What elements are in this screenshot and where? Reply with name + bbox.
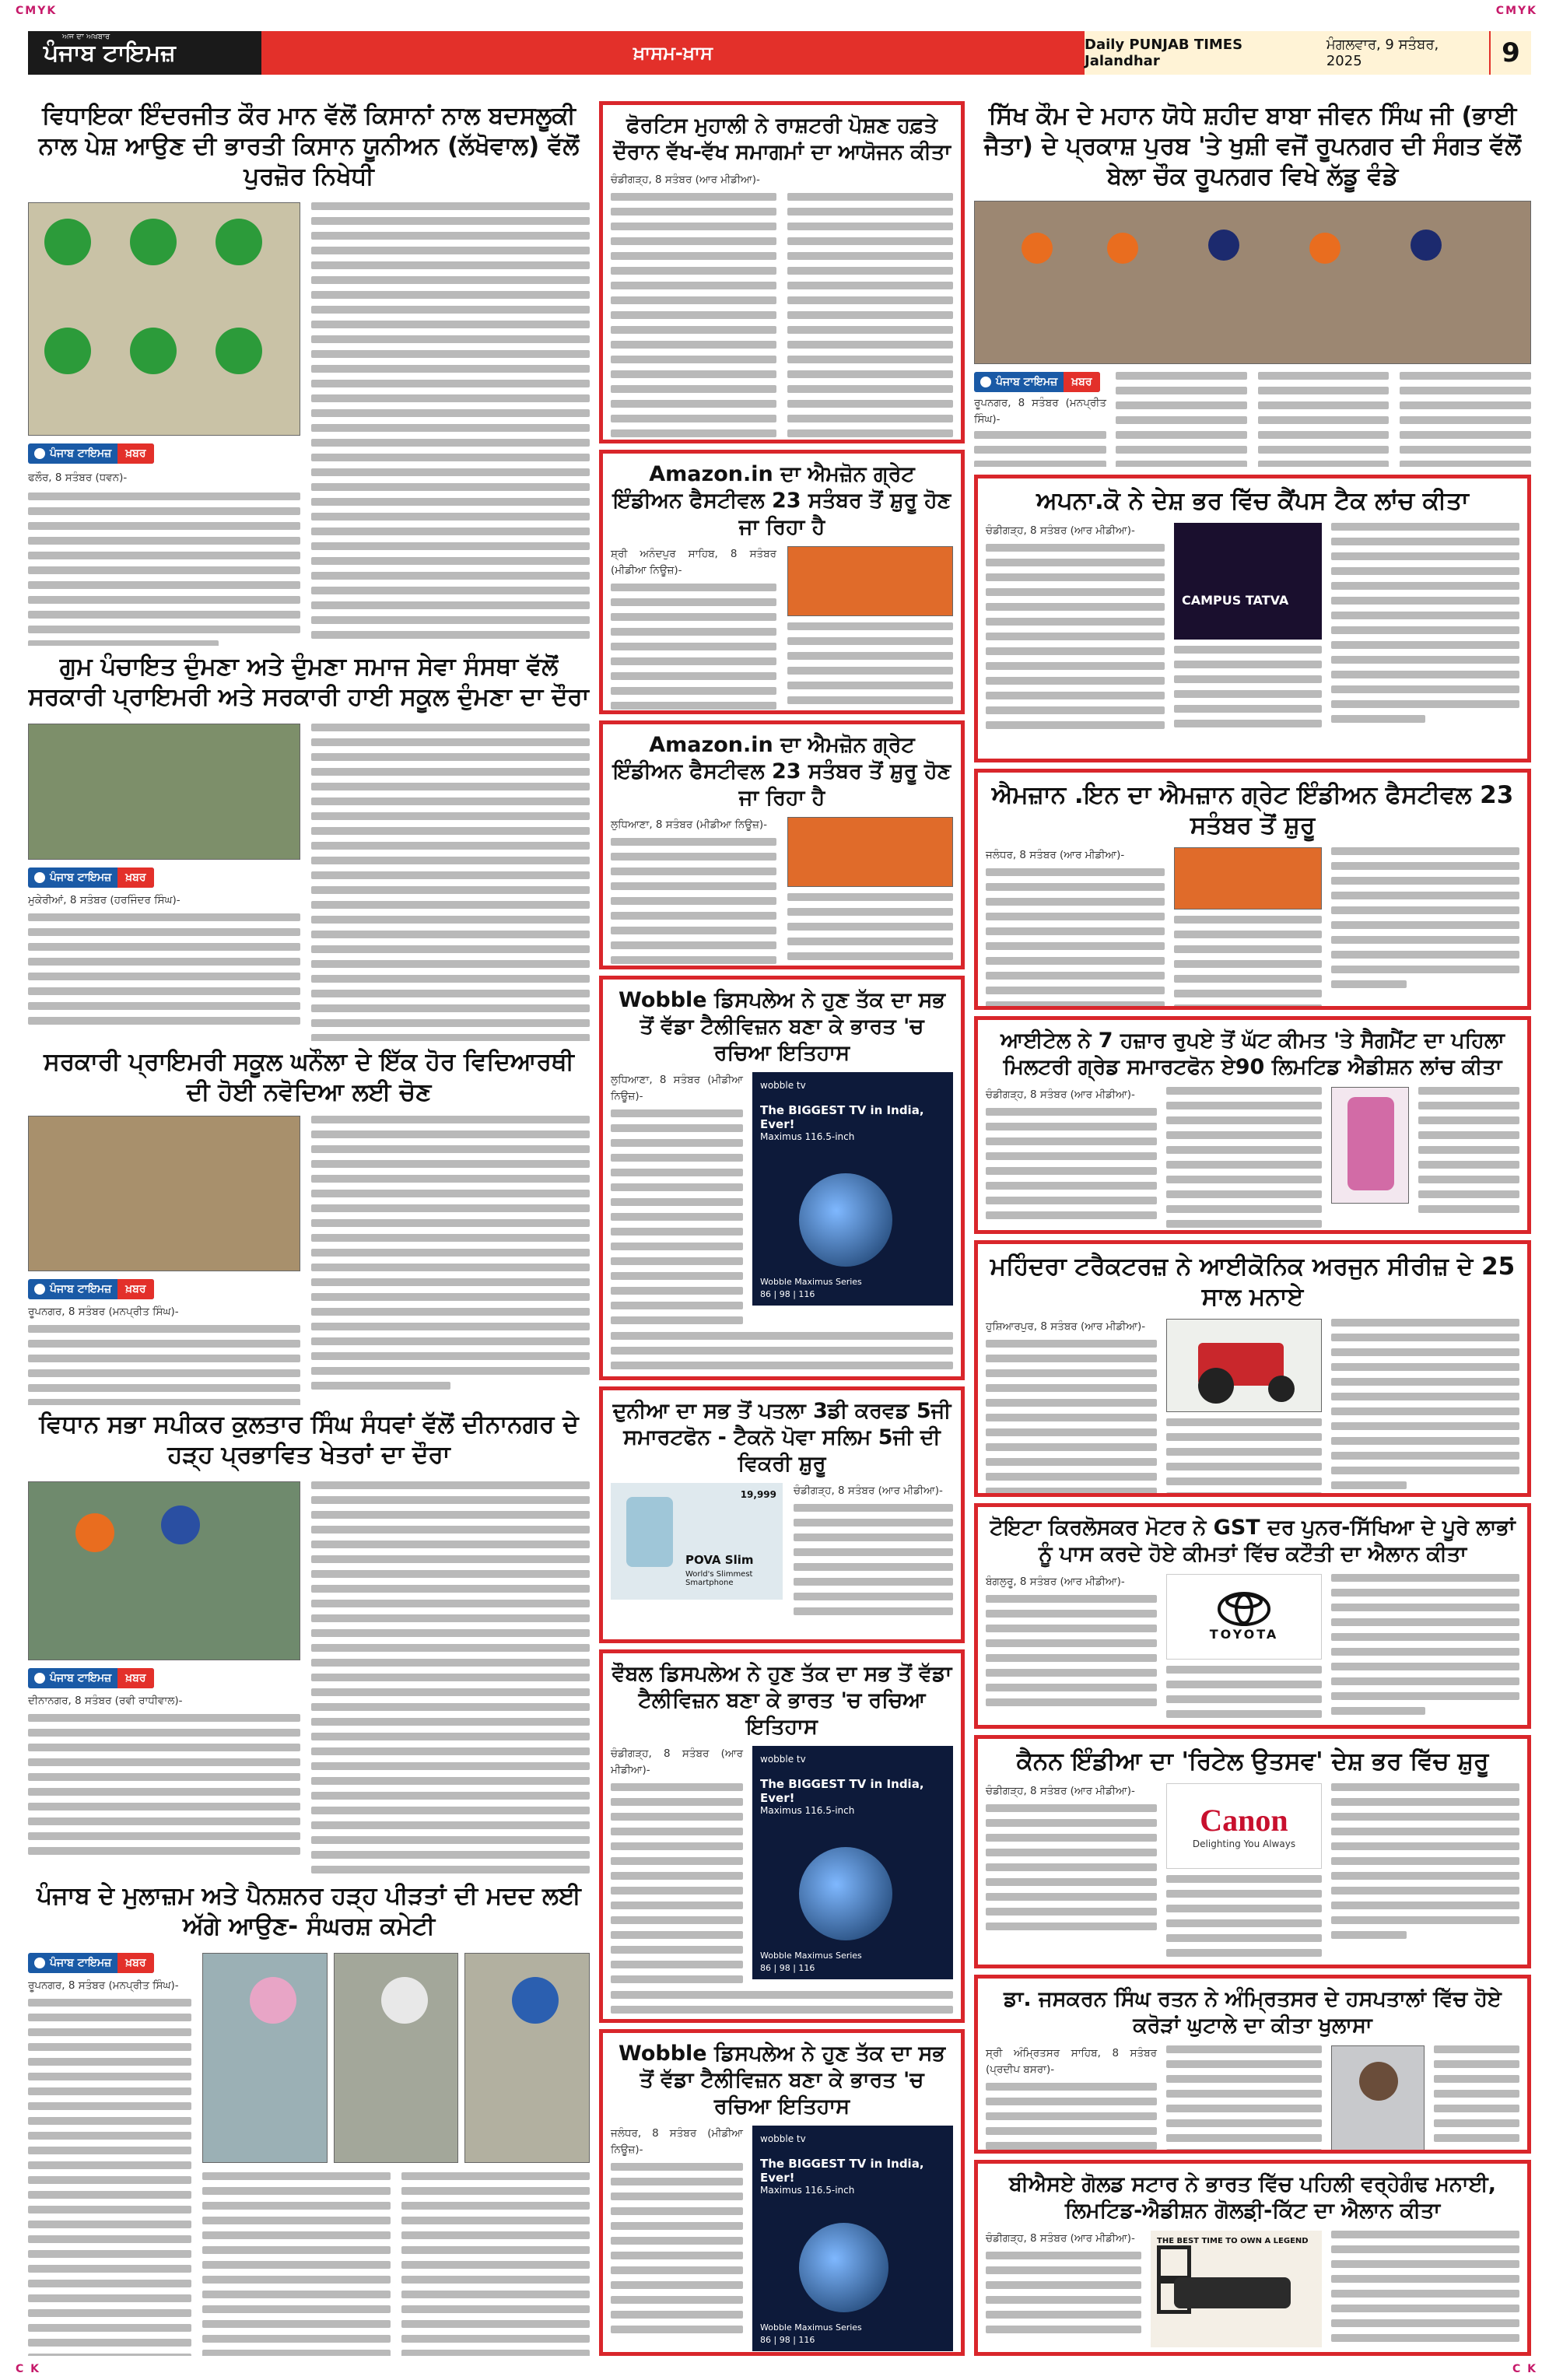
wobble-ad-footer: Wobble Maximus Series bbox=[760, 1951, 862, 1961]
wobble-ad-footer: Wobble Maximus Series bbox=[760, 1277, 862, 1288]
wobble-ad-subtitle: Maximus 116.5-inch bbox=[760, 1131, 855, 1143]
story-headline: ਦੁਨੀਆ ਦਾ ਸਭ ਤੋਂ ਪਤਲਾ 3ਡੀ ਕਰਵਡ 5ਜੀ ਸਮਾਰਟਫੋਨ - ਟੈਕਨੋ ਪੋਵਾ ਸਲਿਮ 5ਜੀ ਦੀ ਵਿਕਰੀ ਸ਼ੁਰੂ bbox=[612, 1399, 951, 1476]
story-headline: ਫੋਰਟਿਸ ਮੁਹਾਲੀ ਨੇ ਰਾਸ਼ਟਰੀ ਪੋਸ਼ਣ ਹਫ਼ਤੇ ਦੌਰਾਨ ਵੱਖ-ਵੱਖ ਸਮਾਗਮਾਂ ਦਾ ਆਯੋਜਨ ਕੀਤਾ bbox=[613, 114, 951, 164]
story-body-text bbox=[202, 2172, 391, 2357]
pova-brand: POVA Slim bbox=[685, 1553, 754, 1568]
story-body-text bbox=[1418, 1087, 1519, 1228]
story-body-text bbox=[611, 1783, 743, 1983]
campus-tatva-title: CAMPUS TATVA bbox=[1182, 592, 1289, 608]
story-dateline: ਲੁਧਿਆਣਾ, 8 ਸਤੰਬਰ (ਮੀਡੀਆ ਨਿਊਜ਼)- bbox=[611, 818, 768, 832]
story-headline: Amazon.in ਦਾ ਐਮਜ਼ੋਨ ਗ੍ਰੇਟ ਇੰਡੀਅਨ ਫੈਸਟੀਵਲ 23 ਸਤੰਬਰ ਤੋਂ ਸ਼ੁਰੂ ਹੋਣ ਜਾ ਰਿਹਾ ਹੈ bbox=[612, 733, 951, 810]
story-headline: ਐਮਜ਼ਾਨ .ਇਨ ਦਾ ਐਮਜ਼ਾਨ ਗ੍ਰੇਟ ਇੰਡੀਅਨ ਫੈਸਟੀਵਲ 23 ਸਤੰਬਰ ਤੋਂ ਸ਼ੁਰੂ bbox=[991, 781, 1514, 839]
byline-badge: ਪੰਜਾਬ ਟਾਇਮਜ਼ ਖ਼ਬਰ bbox=[28, 868, 154, 888]
story-body-text bbox=[611, 1109, 743, 1324]
story-hospital-scam bbox=[974, 1975, 1531, 2154]
canon-tagline: Delighting You Always bbox=[1192, 1838, 1296, 1850]
section-title: ਖ਼ਾਸਮ-ਖ਼ਾਸ bbox=[633, 42, 713, 64]
story-dateline: ਜਲੰਧਰ, 8 ਸਤੰਬਰ (ਆਰ ਮੀਡੀਆ)- bbox=[986, 848, 1125, 861]
story-dateline: ਚੰਡੀਗੜ੍ਹ, 8 ਸਤੰਬਰ (ਆਰ ਮੀਡੀਆ)- bbox=[794, 1484, 943, 1498]
wobble-brand: wobble tv bbox=[760, 2133, 806, 2145]
earth-graphic bbox=[799, 1847, 892, 1940]
edition-date: ਮੰਗਲਵਾਰ, 9 ਸਤੰਬਰ, 2025 bbox=[1326, 37, 1439, 69]
registration-mark-bottom-right: C K bbox=[1512, 2363, 1537, 2375]
pova-slim-ad bbox=[611, 1483, 783, 1600]
story-school-visit bbox=[28, 652, 590, 1041]
story-itel-a90 bbox=[974, 1016, 1531, 1234]
story-dateline: ਦੀਨਾਨਗਰ, 8 ਸਤੰਬਰ (ਰਵੀ ਰਾਧੀਵਾਲ)- bbox=[28, 1694, 183, 1707]
story-headline: ਸਿੱਖ ਕੌਮ ਦੇ ਮਹਾਨ ਯੋਧੇ ਸ਼ਹੀਦ ਬਾਬਾ ਜੀਵਨ ਸਿੰਘ ਜੀ (ਭਾਈ ਜੈਤਾ) ਦੇ ਪ੍ਰਕਾਸ਼ ਪੁਰਬ 'ਤੇ ਖੁਸ਼ੀ ਵਜੋਂ ਰੂਪਨਗਰ ਦੀ ਸੰਗਤ ਵੱਲੋਂ ਬੇਲਾ ਚੌਕ ਰੂਪਨਗਰ ਵਿਖੇ ਲੱਡੂ ਵੰਡੇ bbox=[983, 102, 1522, 191]
paper-emblem-icon bbox=[34, 1673, 45, 1684]
story-apna-campus-tech bbox=[974, 475, 1531, 762]
story-body-text bbox=[1331, 1574, 1519, 1730]
story-headline: ਬੀਐਸਏ ਗੋਲਡ ਸਟਾਰ ਨੇ ਭਾਰਤ ਵਿੱਚ ਪਹਿਲੀ ਵਰ੍ਹੇਗੰਢ ਮਨਾਈ, ਲਿਮਟਿਡ-ਐਡੀਸ਼ਨ ਗੋਲਡ਼ੀ-ਕਿੱਟ ਦਾ ਐਲਾਨ ਕੀਤਾ bbox=[1009, 2172, 1496, 2223]
story-body-text bbox=[1331, 1319, 1519, 1498]
story-navodaya-selection bbox=[28, 1047, 590, 1405]
story-dateline: ਚੰਡੀਗੜ੍ਹ, 8 ਸਤੰਬਰ (ਆਰ ਮੀਡੀਆ)- bbox=[986, 1088, 1135, 1101]
story-headline: ਪੰਜਾਬ ਦੇ ਮੁਲਾਜ਼ਮ ਅਤੇ ਪੈਨਸ਼ਨਰ ਹੜ੍ਹ ਪੀੜਤਾਂ ਦੀ ਮਦਦ ਲਈ ਅੱਗੇ ਆਉਣ- ਸੰਘਰਸ਼ ਕਮੇਟੀ bbox=[37, 1882, 581, 1940]
story-mahindra-arjun bbox=[974, 1240, 1531, 1497]
page-number: 9 bbox=[1489, 31, 1531, 75]
story-headline: Wobble ਡਿਸਪਲੇਅ ਨੇ ਹੁਣ ਤੱਕ ਦਾ ਸਭ ਤੋਂ ਵੱਡਾ ਟੈਲੀਵਿਜ਼ਨ ਬਣਾ ਕੇ ਭਾਰਤ 'ਚ ਰਚਿਆ ਇਤਿਹਾਸ bbox=[619, 988, 945, 1065]
amazon-festival-banner bbox=[787, 546, 953, 616]
story-dateline: ਰੂਪਨਗਰ, 8 ਸਤੰਬਰ (ਮਨਪ੍ਰੀਤ ਸਿੰਘ)- bbox=[28, 1305, 179, 1318]
wobble-ad-title: The BIGGEST TV in India, Ever! bbox=[760, 2157, 924, 2185]
paper-tagline: ਅਜ ਦਾ ਅਖਬਾਰ bbox=[62, 33, 110, 41]
story-baba-jiwan-singh bbox=[974, 101, 1531, 467]
story-body-text bbox=[1174, 646, 1322, 727]
story-body-text bbox=[611, 2163, 743, 2333]
story-dateline: ਸ਼੍ਰੀ ਅਨੰਦਪੁਰ ਸਾਹਿਬ, 8 ਸਤੰਬਰ (ਮੀਡੀਆ ਨਿਊਜ਼)- bbox=[611, 548, 776, 577]
toyota-emblem-icon bbox=[1217, 1591, 1271, 1627]
amazon-festival-banner bbox=[787, 817, 953, 887]
paper-emblem-icon bbox=[34, 872, 45, 883]
story-body-text bbox=[311, 1116, 590, 1406]
story-body-text bbox=[787, 893, 953, 969]
earth-graphic bbox=[799, 2223, 888, 2312]
story-body-text bbox=[1166, 1087, 1322, 1228]
byline-badge: ਪੰਜਾਬ ਟਾਇਮਜ਼ ਖ਼ਬਰ bbox=[28, 1668, 154, 1688]
story-headline: ਵਿਧਾਇਕਾ ਇੰਦਰਜੀਤ ਕੌਰ ਮਾਨ ਵੱਲੋਂ ਕਿਸਾਨਾਂ ਨਾਲ ਬਦਸਲੂਕੀ ਨਾਲ ਪੇਸ਼ ਆਉਣ ਦੀ ਭਾਰਤੀ ਕਿਸਾਨ ਯੂਨੀਅਨ (ਲੱਖੋਵਾਲ) ਵੱਲੋਂ ਪੁਰਜ਼ੋਰ ਨਿਖੇਧੀ bbox=[38, 102, 580, 191]
wobble-brand: wobble tv bbox=[760, 1080, 806, 1092]
story-body-text bbox=[401, 2172, 590, 2357]
story-dateline: ਚੰਡੀਗੜ੍ਹ, 8 ਸਤੰਬਰ (ਆਰ ਮੀਡੀਆ)- bbox=[611, 1747, 743, 1777]
story-body-text bbox=[28, 913, 300, 1025]
story-headline: ਟੋਇਟਾ ਕਿਰਲੋਸਕਰ ਮੋਟਰ ਨੇ GST ਦਰ ਪੁਨਰ-ਸਿੱਖਿਆ ਦੇ ਪੂਰੇ ਲਾਭਾਂ ਨੂੰ ਪਾਸ ਕਰਦੇ ਹੋਏ ਕੀਮਤਾਂ ਵਿੱਚ ਕਟੌਤੀ ਦਾ ਐਲਾਨ ਕੀਤਾ bbox=[990, 1516, 1516, 1566]
story-body-text bbox=[611, 584, 776, 714]
story-canon-retail-utsav bbox=[974, 1735, 1531, 1968]
story-body-text bbox=[611, 1332, 953, 1380]
story-wobble-tv-3 bbox=[599, 2029, 965, 2356]
story-body-text bbox=[1166, 1875, 1322, 1957]
story-body-text bbox=[1331, 2231, 1519, 2347]
story-amazon-festival-3 bbox=[974, 769, 1531, 1010]
story-body-text bbox=[28, 1999, 191, 2357]
paper-emblem-icon bbox=[980, 377, 991, 387]
canon-wordmark: Canon bbox=[1200, 1803, 1288, 1838]
registration-mark-bottom-left: C K bbox=[16, 2363, 40, 2375]
tractor-image bbox=[1166, 1319, 1322, 1412]
committee-member-photo bbox=[464, 1953, 590, 2163]
story-toyota-gst bbox=[974, 1503, 1531, 1729]
story-body-text bbox=[28, 492, 300, 646]
wobble-ad-sizes: 86 | 98 | 116 bbox=[760, 1963, 815, 1974]
wobble-ad-subtitle: Maximus 116.5-inch bbox=[760, 1805, 855, 1817]
student-felicitation-photo bbox=[28, 1116, 300, 1271]
phone-graphic bbox=[626, 1497, 673, 1567]
farmers-portrait-collage bbox=[28, 202, 300, 436]
paper-emblem-icon bbox=[34, 1284, 45, 1295]
story-body-text bbox=[1166, 1666, 1322, 1730]
doctor-portrait bbox=[1331, 2045, 1425, 2154]
story-dateline: ਰੂਪਨਗਰ, 8 ਸਤੰਬਰ (ਮਨਪ੍ਰੀਤ ਸਿੰਘ)- bbox=[974, 397, 1106, 426]
wobble-tv-ad bbox=[752, 2126, 953, 2351]
story-headline: ਮਹਿੰਦਰਾ ਟਰੈਕਟਰਜ਼ ਨੇ ਆਈਕੋਨਿਕ ਅਰਜੁਨ ਸੀਰੀਜ਼ ਦੇ 25 ਸਾਲ ਮਨਾਏ bbox=[990, 1253, 1516, 1311]
story-body-text bbox=[986, 868, 1165, 1009]
campus-tatva-ad bbox=[1174, 523, 1322, 640]
story-tecno-pova bbox=[599, 1386, 965, 1643]
wobble-tv-ad bbox=[752, 1072, 953, 1306]
toyota-wordmark: TOYOTA bbox=[1209, 1627, 1279, 1642]
story-body-text bbox=[611, 838, 776, 969]
committee-member-photo bbox=[334, 1953, 459, 2163]
canon-logo bbox=[1166, 1783, 1322, 1869]
story-body-text bbox=[1331, 523, 1519, 729]
story-body-text bbox=[787, 622, 953, 714]
paper-name: ਪੰਜਾਬ ਟਾਇਮਜ਼ bbox=[44, 39, 176, 67]
story-dateline: ਹੁਸ਼ਿਆਰਪੁਰ, 8 ਸਤੰਬਰ (ਆਰ ਮੀਡੀਆ)- bbox=[986, 1320, 1146, 1333]
earth-graphic bbox=[799, 1173, 892, 1267]
edition-dateline bbox=[1085, 31, 1489, 75]
story-headline: ਅਪਨਾ.ਕੋ ਨੇ ਦੇਸ਼ ਭਰ ਵਿੱਚ ਕੈਂਪਸ ਟੈਕ ਲਾਂਚ ਕੀਤਾ bbox=[1036, 487, 1469, 515]
story-dateline: ਮੁਕੇਰੀਆਂ, 8 ਸਤੰਬਰ (ਹਰਜਿੰਦਰ ਸਿੰਘ)- bbox=[28, 893, 180, 906]
registration-mark-top-right: CMYK bbox=[1495, 5, 1537, 17]
story-body-text bbox=[1258, 372, 1390, 467]
story-dateline: ਚੰਡੀਗੜ੍ਹ, 8 ਸਤੰਬਰ (ਆਰ ਮੀਡੀਆ)- bbox=[611, 173, 760, 186]
paper-emblem-icon bbox=[34, 448, 45, 459]
wobble-ad-subtitle: Maximus 116.5-inch bbox=[760, 2185, 855, 2196]
story-body-text bbox=[986, 544, 1165, 729]
registration-mark-top-left: CMYK bbox=[16, 5, 58, 17]
story-body-text bbox=[986, 1595, 1157, 1706]
story-body-text bbox=[986, 2252, 1141, 2333]
story-body-text bbox=[1116, 372, 1247, 467]
story-body-text bbox=[311, 1481, 590, 1877]
wobble-ad-footer: Wobble Maximus Series bbox=[760, 2322, 862, 2333]
story-headline: Amazon.in ਦਾ ਐਮਜ਼ੋਨ ਗ੍ਰੇਟ ਇੰਡੀਅਨ ਫੈਸਟੀਵਲ 23 ਸਤੰਬਰ ਤੋਂ ਸ਼ੁਰੂ ਹੋਣ ਜਾ ਰਿਹਾ ਹੈ bbox=[612, 462, 951, 539]
story-body-text bbox=[1166, 2045, 1322, 2154]
wobble-brand: wobble tv bbox=[760, 1754, 806, 1765]
story-dateline: ਰੂਪਨਗਰ, 8 ਸਤੰਬਰ (ਮਨਪ੍ਰੀਤ ਸਿੰਘ)- bbox=[28, 1979, 179, 1992]
toyota-logo bbox=[1166, 1574, 1322, 1660]
story-speaker-flood-visit bbox=[28, 1410, 590, 1877]
sangat-ladoo-photo bbox=[974, 201, 1531, 364]
story-dateline: ਸ੍ਰੀ ਅੰਮ੍ਰਿਤਸਰ ਸਾਹਿਬ, 8 ਸਤੰਬਰ (ਪ੍ਰਦੀਪ ਬਸਰਾ)- bbox=[986, 2046, 1157, 2076]
story-body-text bbox=[28, 1325, 300, 1406]
story-headline: ਵੌਬਲ ਡਿਸਪਲੇਅ ਨੇ ਹੁਣ ਤੱਕ ਦਾ ਸਭ ਤੋਂ ਵੱਡਾ ਟੈਲੀਵਿਜ਼ਨ ਬਣਾ ਕੇ ਭਾਰਤ 'ਚ ਰਚਿਆ ਇਤਿਹਾਸ bbox=[612, 1662, 952, 1739]
story-body-text bbox=[794, 1504, 953, 1615]
story-body-text bbox=[1331, 1783, 1519, 1957]
story-body-text bbox=[1174, 916, 1322, 1011]
bsa-motorcycle-ad bbox=[1151, 2231, 1322, 2347]
masthead bbox=[28, 31, 1531, 75]
story-body-text bbox=[311, 724, 590, 1042]
byline-badge: ਪੰਜਾਬ ਟਾਇਮਜ਼ ਖ਼ਬਰ bbox=[28, 1279, 154, 1299]
committee-member-photo bbox=[202, 1953, 328, 2163]
story-wobble-tv-2 bbox=[599, 1649, 965, 2023]
bsa-ad-tagline: THE BEST TIME TO OWN A LEGEND bbox=[1157, 2236, 1309, 2245]
story-fortis-nutrition bbox=[599, 101, 965, 443]
wobble-ad-sizes: 86 | 98 | 116 bbox=[760, 1289, 815, 1300]
itel-phone-image bbox=[1331, 1087, 1409, 1204]
story-body-text bbox=[986, 2083, 1157, 2154]
byline-badge: ਪੰਜਾਬ ਟਾਇਮਜ਼ ਖ਼ਬਰ bbox=[28, 443, 154, 464]
story-dateline: ਫਲੌਰ, 8 ਸਤੰਬਰ (ਧਵਨ)- bbox=[28, 471, 128, 485]
wobble-ad-title: The BIGGEST TV in India, Ever! bbox=[760, 1777, 924, 1806]
story-body-text bbox=[1434, 2045, 1519, 2154]
story-dateline: ਚੰਡੀਗੜ੍ਹ, 8 ਸਤੰਬਰ (ਆਰ ਮੀਡੀਆ)- bbox=[986, 1784, 1135, 1797]
edition-name: Daily PUNJAB TIMES Jalandhar bbox=[1085, 37, 1243, 69]
story-body-text bbox=[1166, 1418, 1322, 1498]
story-body-text bbox=[311, 202, 590, 646]
story-headline: ਡਾ. ਜਸਕਰਨ ਸਿੰਘ ਰਤਨ ਨੇ ਅੰਮ੍ਰਿਤਸਰ ਦੇ ਹਸਪਤਾਲਾਂ ਵਿੱਚ ਹੋਏ ਕਰੋੜਾਂ ਘੁਟਾਲੇ ਦਾ ਕੀਤਾ ਖੁਲਾਸਾ bbox=[1004, 1987, 1502, 2038]
story-dateline: ਜਲੰਧਰ, 8 ਸਤੰਬਰ (ਮੀਡੀਆ ਨਿਊਜ਼)- bbox=[611, 2127, 743, 2157]
story-farmers-union bbox=[28, 101, 590, 646]
story-dateline: ਲੁਧਿਆਣਾ, 8 ਸਤੰਬਰ (ਮੀਡੀਆ ਨਿਊਜ਼)- bbox=[611, 1074, 743, 1103]
story-employees-flood-help bbox=[28, 1881, 590, 2356]
story-body-text bbox=[1400, 372, 1531, 467]
story-dateline: ਬੰਗਲੁਰੂ, 8 ਸਤੰਬਰ (ਆਰ ਮੀਡੀਆ)- bbox=[986, 1575, 1125, 1588]
paper-logo bbox=[28, 31, 261, 75]
pova-price: 19,999 bbox=[740, 1489, 776, 1501]
story-headline: ਗੁਮ ਪੰਚਾਇਤ ਦੁੰਮਣਾ ਅਤੇ ਦੁੰਮਣਾ ਸਮਾਜ ਸੇਵਾ ਸੰਸਥਾ ਵੱਲੋਂ ਸਰਕਾਰੀ ਪ੍ਰਾਇਮਰੀ ਅਤੇ ਸਰਕਾਰੀ ਹਾਈ ਸਕੂਲ ਦੁੰਮਣਾ ਦਾ ਦੌਰਾ bbox=[28, 653, 590, 711]
story-headline: ਵਿਧਾਨ ਸਭਾ ਸਪੀਕਰ ਕੁਲਤਾਰ ਸਿੰਘ ਸੰਧਵਾਂ ਵੱਲੋਂ ਦੀਨਾਨਗਰ ਦੇ ਹੜ੍ਹ ਪ੍ਰਭਾਵਿਤ ਖੇਤਰਾਂ ਦਾ ਦੌਰਾ bbox=[39, 1411, 579, 1469]
byline-badge: ਪੰਜਾਬ ਟਾਇਮਜ਼ ਖ਼ਬਰ bbox=[28, 1953, 154, 1973]
story-body-text bbox=[28, 1714, 300, 1855]
story-body-text bbox=[611, 1991, 953, 2023]
school-visit-photo bbox=[28, 724, 300, 860]
story-headline: ਸਰਕਾਰੀ ਪ੍ਰਾਇਮਰੀ ਸਕੂਲ ਘਨੌਲਾ ਦੇ ਇੱਕ ਹੋਰ ਵਿਦਿਆਰਥੀ ਦੀ ਹੋਈ ਨਵੋਦਿਆ ਲਈ ਚੋਣ bbox=[44, 1048, 574, 1106]
story-body-text bbox=[974, 431, 1106, 467]
amazon-festival-banner bbox=[1174, 847, 1322, 910]
pova-tagline: World's Slimmest Smartphone bbox=[685, 1570, 753, 1588]
story-dateline: ਚੰਡੀਗੜ੍ਹ, 8 ਸਤੰਬਰ (ਆਰ ਮੀਡੀਆ)- bbox=[986, 2231, 1135, 2245]
story-bsa-goldstar bbox=[974, 2160, 1531, 2356]
story-amazon-festival-1 bbox=[599, 450, 965, 714]
story-wobble-tv-1 bbox=[599, 976, 965, 1380]
story-headline: Wobble ਡਿਸਪਲੇਅ ਨੇ ਹੁਣ ਤੱਕ ਦਾ ਸਭ ਤੋਂ ਵੱਡਾ ਟੈਲੀਵਿਜ਼ਨ ਬਣਾ ਕੇ ਭਾਰਤ 'ਚ ਰਚਿਆ ਇਤਿਹਾਸ bbox=[619, 2042, 945, 2119]
speaker-visit-photo bbox=[28, 1481, 300, 1660]
story-dateline: ਚੰਡੀਗੜ੍ਹ, 8 ਸਤੰਬਰ (ਆਰ ਮੀਡੀਆ)- bbox=[986, 524, 1135, 537]
story-body-text bbox=[787, 193, 953, 444]
byline-badge: ਪੰਜਾਬ ਟਾਇਮਜ਼ ਖ਼ਬਰ bbox=[974, 372, 1100, 392]
story-body-text bbox=[1331, 847, 1519, 1011]
story-body-text bbox=[986, 1108, 1157, 1219]
story-headline: ਆਈਟੇਲ ਨੇ 7 ਹਜ਼ਾਰ ਰੁਪਏ ਤੋਂ ਘੱਟ ਕੀਮਤ 'ਤੇ ਸੈਗਮੈਂਟ ਦਾ ਪਹਿਲਾ ਮਿਲਟਰੀ ਗ੍ਰੇਡ ਸਮਾਰਟਫੋਨ ਏ90 ਲਿਮਟਿਡ ਐਡੀਸ਼ਨ ਲਾਂਚ ਕੀਤਾ bbox=[1001, 1029, 1505, 1079]
story-body-text bbox=[611, 193, 776, 444]
paper-emblem-icon bbox=[34, 1958, 45, 1968]
wobble-tv-ad bbox=[752, 1746, 953, 1979]
story-body-text bbox=[986, 1340, 1157, 1495]
story-headline: ਕੈਨਨ ਇੰਡੀਆ ਦਾ 'ਰਿਟੇਲ ਉਤਸਵ' ਦੇਸ਼ ਭਰ ਵਿੱਚ ਸ਼ੁਰੂ bbox=[1016, 1747, 1489, 1775]
story-body-text bbox=[986, 1804, 1157, 1930]
wobble-ad-sizes: 86 | 98 | 116 bbox=[760, 2335, 815, 2346]
story-amazon-festival-2 bbox=[599, 720, 965, 969]
wobble-ad-title: The BIGGEST TV in India, Ever! bbox=[760, 1103, 924, 1132]
